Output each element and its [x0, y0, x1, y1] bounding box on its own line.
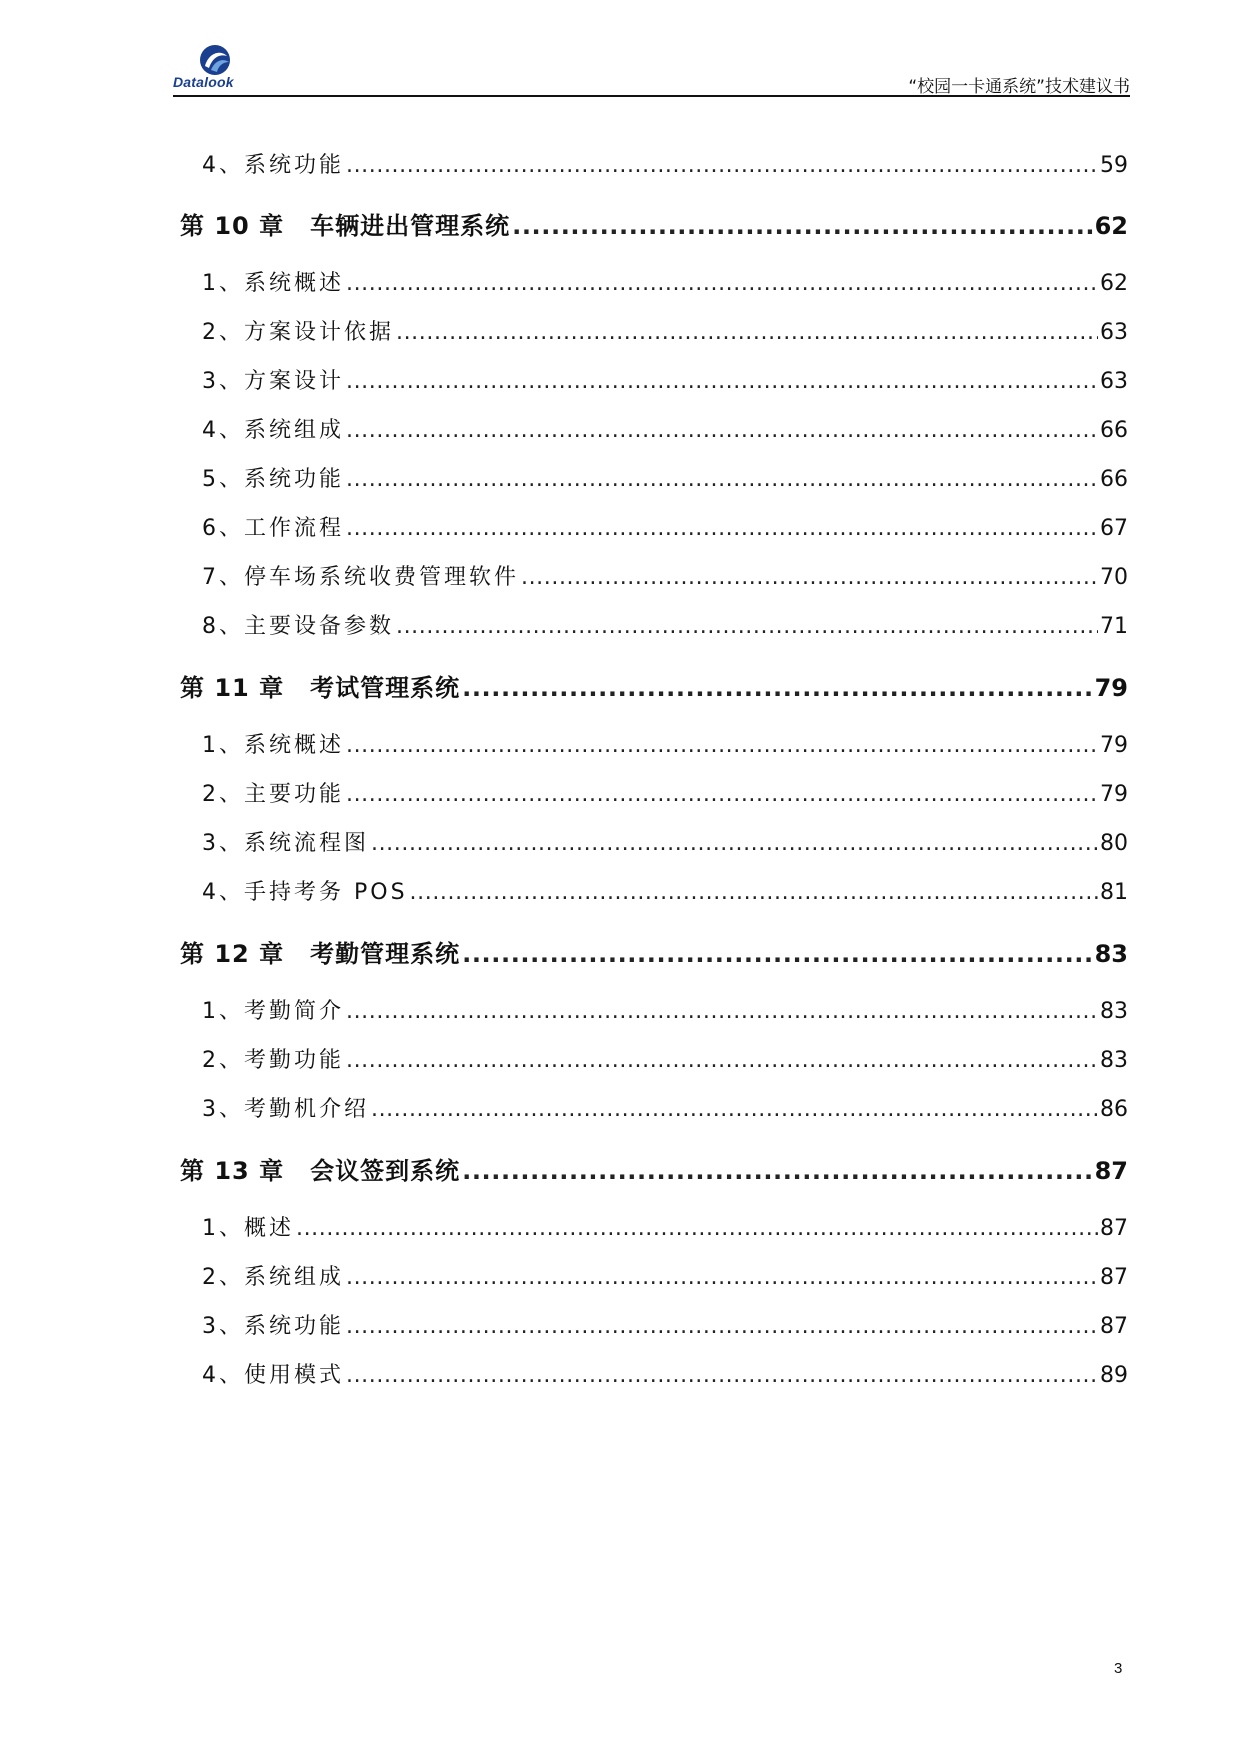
page-ref: 87: [1100, 1314, 1128, 1339]
datalook-logo: [173, 40, 263, 94]
entry-title: 2、主要功能: [202, 782, 344, 807]
toc-chapter-row[interactable]: [180, 1151, 1128, 1186]
dot-leader: [346, 516, 1098, 541]
chapter-title: 考试管理系统: [310, 674, 461, 702]
page-ref: 70: [1100, 565, 1128, 590]
entry-title: 1、系统概述: [202, 271, 344, 296]
entry-title: 5、系统功能: [202, 467, 344, 492]
toc-entry-row[interactable]: [180, 826, 1128, 857]
dot-leader: [346, 782, 1098, 807]
dot-leader: [346, 1048, 1098, 1073]
chapter-number: 第 11 章: [180, 674, 285, 702]
entry-title: 3、方案设计: [202, 369, 344, 394]
entry-title: 4、手持考务 POS: [202, 880, 408, 905]
toc-entry-row[interactable]: [180, 560, 1128, 591]
page-ref: 62: [1100, 271, 1128, 296]
page-ref: 66: [1100, 467, 1128, 492]
toc-entry-row[interactable]: [180, 266, 1128, 297]
entry-title: 4、系统功能: [202, 153, 344, 178]
chapter-title: 会议签到系统: [310, 1157, 461, 1185]
entry-title: 3、系统功能: [202, 1314, 344, 1339]
chapter-number: 第 10 章: [180, 212, 285, 240]
entry-title: 8、主要设备参数: [202, 614, 394, 639]
dot-leader: [462, 1157, 1092, 1185]
page-ref: 87: [1100, 1265, 1128, 1290]
page-ref: 66: [1100, 418, 1128, 443]
dot-leader: [521, 565, 1098, 590]
toc-entry-row[interactable]: [180, 413, 1128, 444]
entry-title: 6、工作流程: [202, 516, 344, 541]
chapter-title: 车辆进出管理系统: [310, 212, 511, 240]
toc-entry-row[interactable]: [180, 1211, 1128, 1242]
chapter-number: 第 13 章: [180, 1157, 285, 1185]
page-ref: 63: [1100, 369, 1128, 394]
toc-entry-row[interactable]: [180, 875, 1128, 906]
dot-leader: [346, 418, 1098, 443]
entry-title: 4、使用模式: [202, 1363, 344, 1388]
page-ref: 83: [1100, 1048, 1128, 1073]
toc-entry-row[interactable]: [180, 315, 1128, 346]
dot-leader: [346, 467, 1098, 492]
entry-title: 1、概述: [202, 1216, 294, 1241]
logo-text: Datalook: [173, 74, 234, 90]
entry-title: 4、系统组成: [202, 418, 344, 443]
page-ref: 87: [1094, 1157, 1128, 1185]
toc-chapter-row[interactable]: [180, 206, 1128, 241]
entry-title: 2、系统组成: [202, 1265, 344, 1290]
entry-title: 3、系统流程图: [202, 831, 369, 856]
page-ref: 79: [1100, 733, 1128, 758]
toc-entry-row[interactable]: [180, 1092, 1128, 1123]
chapter-title: 考勤管理系统: [310, 940, 461, 968]
dot-leader: [346, 999, 1098, 1024]
toc-entry-row[interactable]: [180, 609, 1128, 640]
toc-chapter-row[interactable]: [180, 668, 1128, 703]
dot-leader: [410, 880, 1098, 905]
page-ref: 71: [1100, 614, 1128, 639]
entry-title: 7、停车场系统收费管理软件: [202, 565, 519, 590]
dot-leader: [296, 1216, 1098, 1241]
page-ref: 87: [1100, 1216, 1128, 1241]
toc-entry-row[interactable]: [180, 148, 1128, 179]
chapter-number: 第 12 章: [180, 940, 285, 968]
toc-entry-row[interactable]: [180, 1260, 1128, 1291]
dot-leader: [462, 674, 1092, 702]
page-ref: 79: [1094, 674, 1128, 702]
dot-leader: [346, 153, 1098, 178]
entry-title: 2、方案设计依据: [202, 320, 394, 345]
document-title: “校园一卡通系统”技术建议书: [908, 77, 1130, 97]
entry-title: 1、系统概述: [202, 733, 344, 758]
dot-leader: [346, 1363, 1098, 1388]
toc-entry-row[interactable]: [180, 994, 1128, 1025]
dot-leader: [346, 369, 1098, 394]
header-divider: [173, 95, 1130, 97]
page-ref: 89: [1100, 1363, 1128, 1388]
page-ref: 62: [1094, 212, 1128, 240]
page-ref: 83: [1100, 999, 1128, 1024]
page-ref: 79: [1100, 782, 1128, 807]
dot-leader: [346, 1265, 1098, 1290]
logo-icon: [197, 42, 233, 78]
page-ref: 59: [1100, 153, 1128, 178]
toc-entry-row[interactable]: [180, 1043, 1128, 1074]
toc-entry-row[interactable]: [180, 364, 1128, 395]
entry-title: 2、考勤功能: [202, 1048, 344, 1073]
page-ref: 63: [1100, 320, 1128, 345]
dot-leader: [346, 733, 1098, 758]
page-ref: 80: [1100, 831, 1128, 856]
toc-chapter-row[interactable]: [180, 934, 1128, 969]
page-ref: 83: [1094, 940, 1128, 968]
entry-title: 3、考勤机介绍: [202, 1097, 369, 1122]
toc-entry-row[interactable]: [180, 1358, 1128, 1389]
dot-leader: [396, 614, 1098, 639]
dot-leader: [396, 320, 1098, 345]
page-ref: 81: [1100, 880, 1128, 905]
entry-title: 1、考勤简介: [202, 999, 344, 1024]
page-header: [173, 40, 1130, 96]
dot-leader: [512, 212, 1092, 240]
dot-leader: [371, 1097, 1098, 1122]
toc-entry-row[interactable]: [180, 511, 1128, 542]
toc-entry-row[interactable]: [180, 462, 1128, 493]
dot-leader: [462, 940, 1092, 968]
toc-entry-row[interactable]: [180, 777, 1128, 808]
dot-leader: [346, 1314, 1098, 1339]
toc-entry-row[interactable]: [180, 1309, 1128, 1340]
dot-leader: [346, 271, 1098, 296]
page-ref: 86: [1100, 1097, 1128, 1122]
toc-entry-row[interactable]: [180, 728, 1128, 759]
dot-leader: [371, 831, 1098, 856]
page-number: 3: [1114, 1660, 1123, 1677]
page-ref: 67: [1100, 516, 1128, 541]
